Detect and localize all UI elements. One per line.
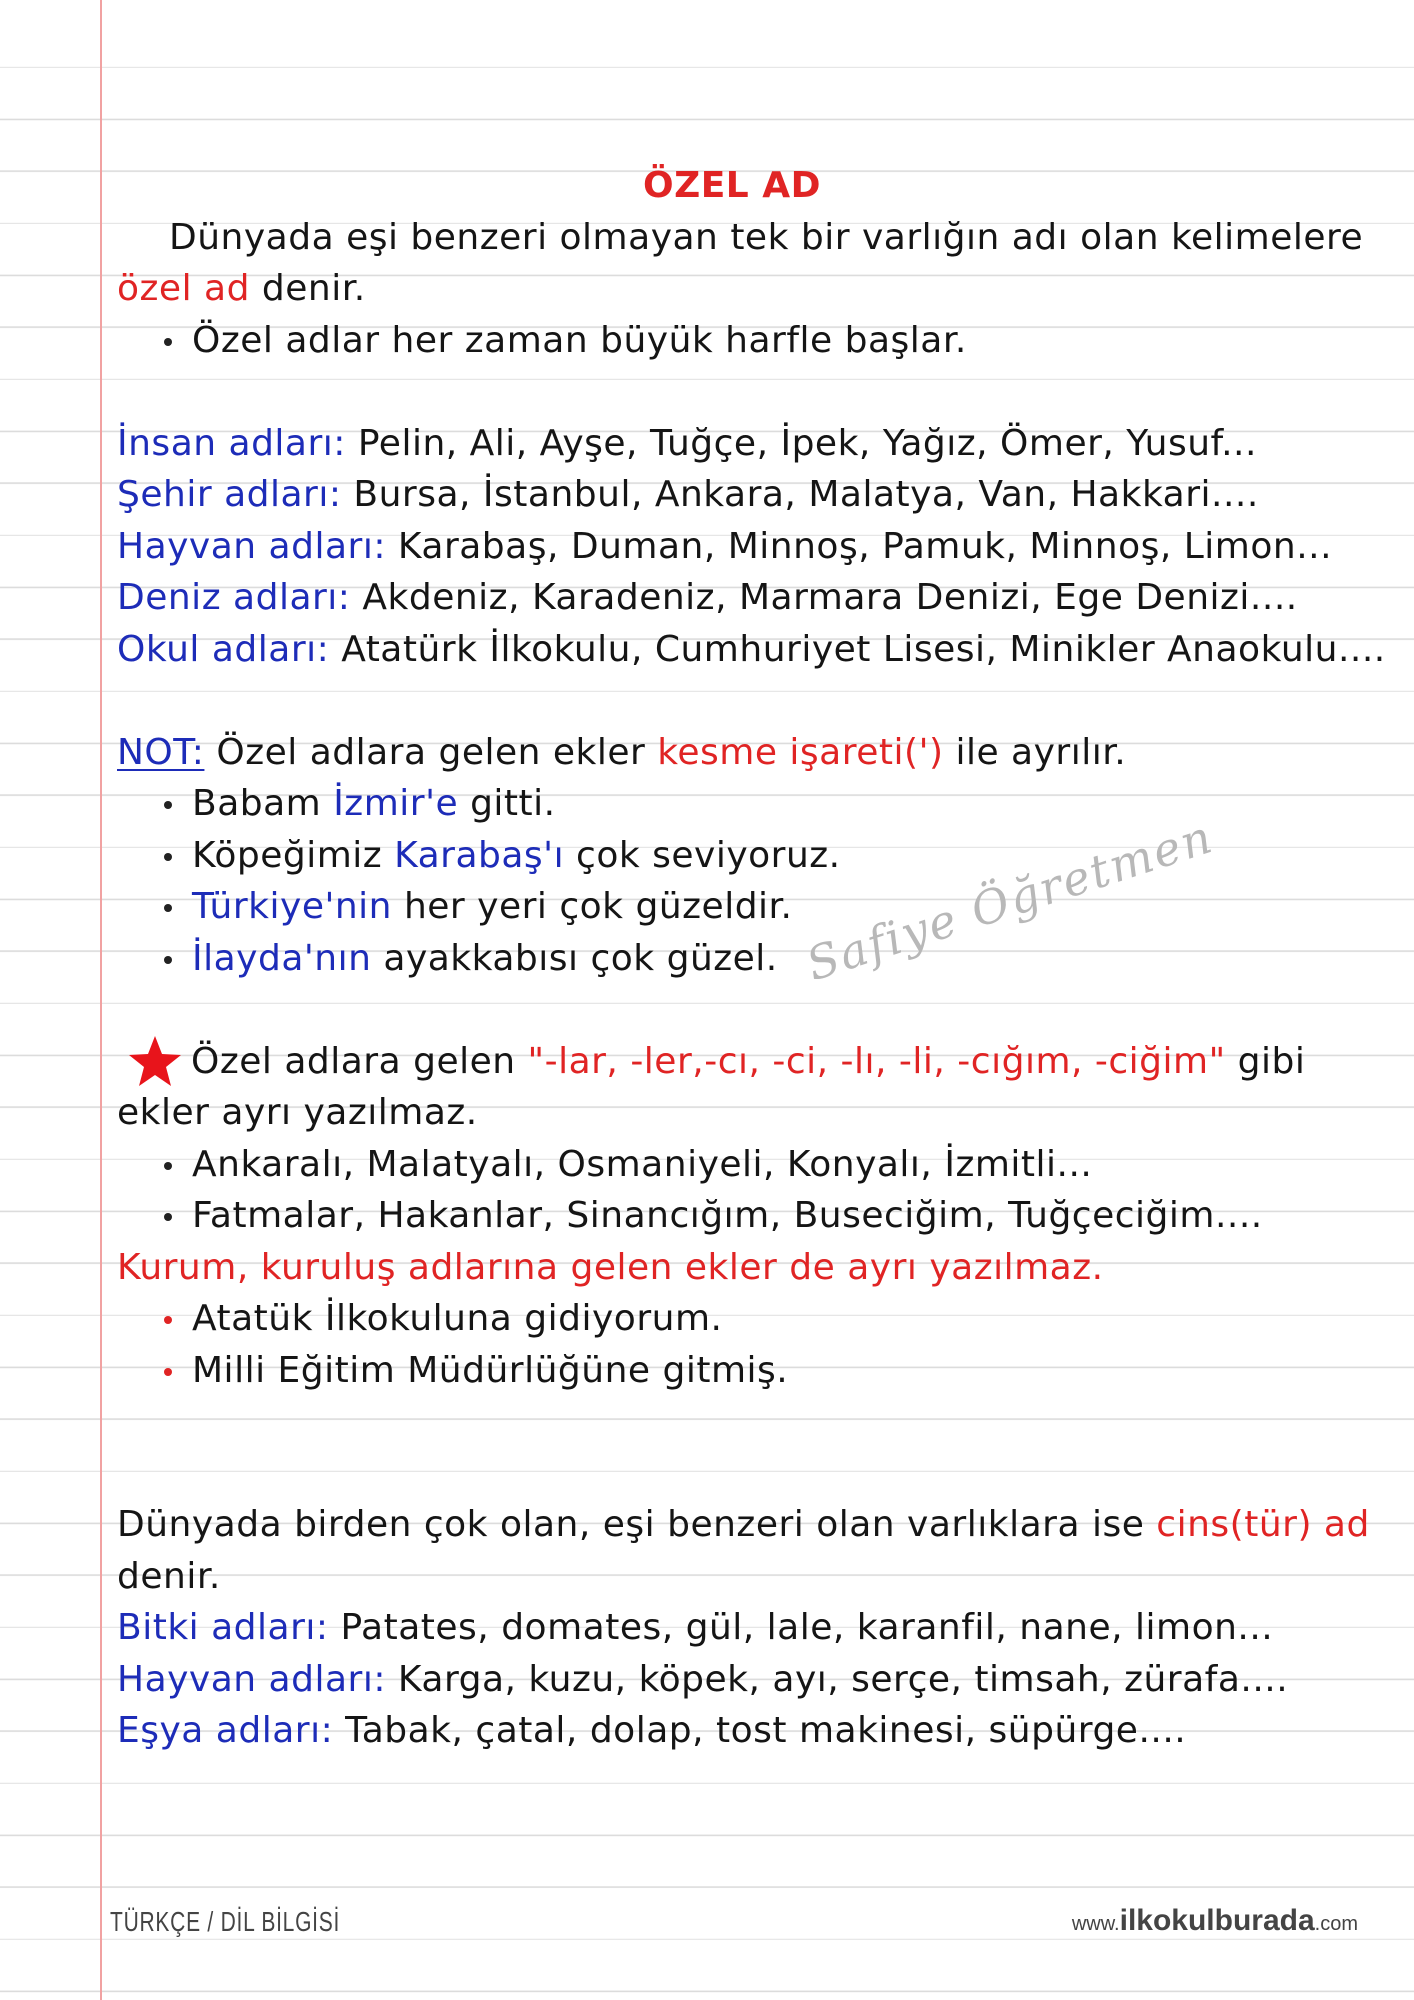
star-icon	[127, 1034, 183, 1088]
example-name: İzmir'e	[333, 783, 459, 824]
bullet-dot-icon	[164, 338, 172, 346]
page-title: ÖZEL AD	[642, 165, 821, 206]
note-line	[117, 727, 1347, 779]
proper-noun-term: özel ad	[117, 268, 250, 309]
suffix-example	[117, 1139, 1347, 1191]
category-examples: Tabak, çatal, dolap, tost makinesi, süpürge....	[333, 1710, 1187, 1751]
category-line	[117, 521, 1347, 573]
site-prefix: www.	[1071, 1913, 1120, 1935]
bullet-dot-icon	[164, 801, 172, 809]
category-line	[117, 624, 1386, 676]
example-name: Türkiye'nin	[192, 886, 393, 927]
spacer	[117, 1448, 1347, 1500]
note-label: NOT:	[117, 731, 205, 773]
bullet-dot-icon	[164, 1213, 172, 1221]
category-line	[117, 418, 1347, 470]
example-name: İlayda'nın	[192, 937, 372, 979]
category-label: Şehir adları:	[117, 474, 342, 515]
category-label: İnsan adları:	[117, 422, 346, 464]
example-text-end: ayakkabısı çok güzel.	[371, 937, 778, 979]
institution-example	[117, 1293, 1347, 1345]
common-noun-term: cins(tür) ad	[1156, 1504, 1370, 1545]
note-text: Özel adlara gelen ekler	[204, 731, 658, 773]
intro-line-2-rest: denir.	[249, 268, 366, 309]
common-noun-line-2: denir.	[117, 1555, 221, 1597]
spacer	[117, 366, 1347, 418]
teacher-signature: Safiye Öğretmen	[800, 809, 1220, 992]
category-examples: Pelin, Ali, Ayşe, Tuğçe, İpek, Yağız, Ömer, Yusuf...	[345, 422, 1257, 464]
example-text-end: çok seviyoruz.	[564, 834, 841, 876]
footer-subject: TÜRKÇE / DİL BİLGİSİ	[110, 1906, 341, 1937]
bullet-dot-icon	[164, 1162, 172, 1170]
category-examples: Atatürk İlkokulu, Cumhuriyet Lisesi, Minikler Anaokulu....	[329, 628, 1386, 670]
category-line	[117, 1602, 1347, 1654]
bullet-text: Özel adlar her zaman büyük harfle başlar.	[192, 319, 967, 361]
example-text: Fatmalar, Hakanlar, Sinancığım, Buseciğim, Tuğçeciğim....	[192, 1195, 1263, 1236]
example-text-end: her yeri çok güzeldir.	[392, 886, 793, 927]
note-example	[117, 881, 1347, 933]
category-examples: Akdeniz, Karadeniz, Marmara Denizi, Ege Denizi....	[350, 577, 1298, 618]
suffix-rule-line-2: ekler ayrı yazılmaz.	[117, 1092, 478, 1133]
site-suffix: .com	[1314, 1913, 1358, 1935]
bullet-dot-icon	[164, 1368, 172, 1376]
bullet-dot-icon	[164, 904, 172, 912]
category-line	[117, 1705, 1347, 1757]
example-text: Atatük İlkokuluna gidiyorum.	[192, 1298, 723, 1339]
spacer	[117, 1396, 1347, 1448]
note-text-end: ile ayrılır.	[943, 731, 1127, 773]
category-label: Okul adları:	[117, 628, 330, 670]
spacer	[117, 984, 1347, 1036]
category-examples: Patates, domates, gül, lale, karanfil, nane, limon...	[328, 1607, 1274, 1648]
category-label: Hayvan adları:	[117, 1658, 386, 1700]
notebook-margin-line	[100, 0, 102, 2000]
category-examples: Karga, kuzu, köpek, ayı, serçe, timsah, zürafa....	[385, 1658, 1289, 1700]
suffix-rule-text-end: gibi	[1225, 1040, 1306, 1082]
bullet-dot-icon	[164, 853, 172, 861]
institution-example	[117, 1345, 1347, 1397]
institution-rule: Kurum, kuruluş adlarına gelen ekler de ayrı yazılmaz.	[117, 1246, 1104, 1288]
category-examples: Karabaş, Duman, Minnoş, Pamuk, Minnoş, Limon...	[385, 525, 1333, 567]
category-line	[117, 1654, 1347, 1706]
example-name: Karabaş'ı	[394, 834, 565, 876]
suffix-list: "-lar, -ler,-cı, -ci, -lı, -li, -cığım, -ciğim"	[527, 1040, 1226, 1082]
site-name: ilkokulburada	[1119, 1904, 1315, 1937]
category-label: Eşya adları:	[117, 1710, 334, 1751]
category-label: Deniz adları:	[117, 577, 351, 618]
category-line	[117, 572, 1347, 624]
suffix-rule-text: Özel adlara gelen	[191, 1040, 528, 1082]
category-examples: Bursa, İstanbul, Ankara, Malatya, Van, Hakkari....	[341, 474, 1259, 515]
intro-bullet	[117, 315, 1347, 367]
example-text: Babam	[192, 783, 334, 824]
spacer	[117, 675, 1347, 727]
example-text: Milli Eğitim Müdürlüğüne gitmiş.	[192, 1349, 789, 1391]
common-noun-line	[117, 1499, 1370, 1551]
bullet-dot-icon	[164, 956, 172, 964]
note-highlight: kesme işareti(')	[657, 731, 944, 773]
example-text: Ankaralı, Malatyalı, Osmaniyeli, Konyalı, İzmitli...	[192, 1143, 1093, 1185]
suffix-rule-line	[117, 1036, 1347, 1088]
category-line	[117, 469, 1347, 521]
bullet-dot-icon	[164, 1316, 172, 1324]
common-noun-text: Dünyada birden çok olan, eşi benzeri olan varlıklara ise	[117, 1504, 1157, 1545]
footer-site-link[interactable]	[1072, 1904, 1358, 1938]
intro-line-1: Dünyada eşi benzeri olmayan tek bir varlığın adı olan kelimelere	[169, 216, 1364, 258]
note-example	[117, 933, 1347, 985]
example-text: Köpeğimiz	[192, 834, 395, 876]
intro-line-2	[117, 263, 1347, 315]
category-label: Hayvan adları:	[117, 525, 386, 567]
example-text-end: gitti.	[458, 783, 556, 824]
worksheet-content	[117, 160, 1386, 1757]
category-label: Bitki adları:	[117, 1607, 329, 1648]
suffix-example	[117, 1190, 1347, 1242]
